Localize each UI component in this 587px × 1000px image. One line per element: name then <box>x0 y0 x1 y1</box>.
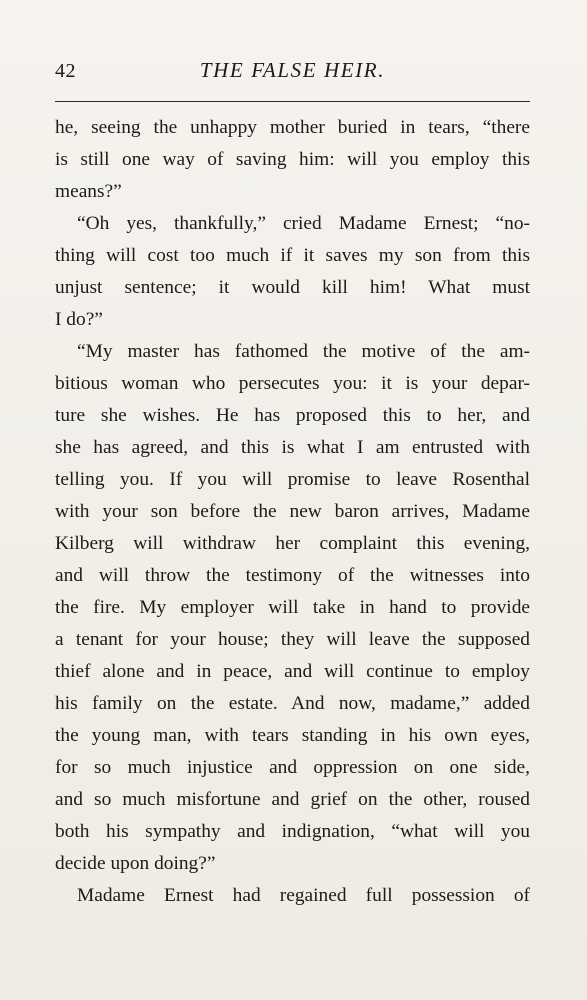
running-title: THE FALSE HEIR. <box>199 58 386 82</box>
text-line: with your son before the new baron arrives, Madame <box>55 501 530 522</box>
text-line: unjust sentence; it would kill him! What must <box>55 277 530 298</box>
text-line: the young man, with tears standing in his own eyes, <box>55 725 530 746</box>
paragraph-start-line: “Oh yes, thankfully,” cried Madame Ernest; “no- <box>77 213 530 234</box>
text-line: and so much misfortune and grief on the other, roused <box>55 789 530 810</box>
text-line: he, seeing the unhappy mother buried in tears, “there <box>55 117 530 138</box>
text-line: thing will cost too much if it saves my son from this <box>55 245 530 266</box>
body-text <box>55 112 530 912</box>
text-line: and will throw the testimony of the witnesses into <box>55 565 530 586</box>
text-line: ture she wishes. He has proposed this to her, and <box>55 405 530 426</box>
text-line: the fire. My employer will take in hand to provide <box>55 597 530 618</box>
header-rule <box>55 101 530 102</box>
text-line: telling you. If you will promise to leave Rosenthal <box>55 469 530 490</box>
text-line: decide upon doing?” <box>55 853 216 874</box>
page-header <box>55 58 530 88</box>
text-line: thief alone and in peace, and will continue to employ <box>55 661 530 682</box>
text-line: she has agreed, and this is what I am entrusted with <box>55 437 530 458</box>
text-line: both his sympathy and indignation, “what will you <box>55 821 530 842</box>
paragraph-start-line: Madame Ernest had regained full possession of <box>77 885 530 906</box>
text-line: a tenant for your house; they will leave the supposed <box>55 629 530 650</box>
paragraph-start-line: “My master has fathomed the motive of the am- <box>77 341 530 362</box>
text-line: Kilberg will withdraw her complaint this evening, <box>55 533 530 554</box>
text-line: means?” <box>55 181 122 202</box>
text-line: is still one way of saving him: will you employ this <box>55 149 530 170</box>
text-line: for so much injustice and oppression on one side, <box>55 757 530 778</box>
text-line: bitious woman who persecutes you: it is your depar- <box>55 373 530 394</box>
page-number: 42 <box>55 60 76 82</box>
text-line: I do?” <box>55 309 103 330</box>
text-line: his family on the estate. And now, madame,” added <box>55 693 530 714</box>
